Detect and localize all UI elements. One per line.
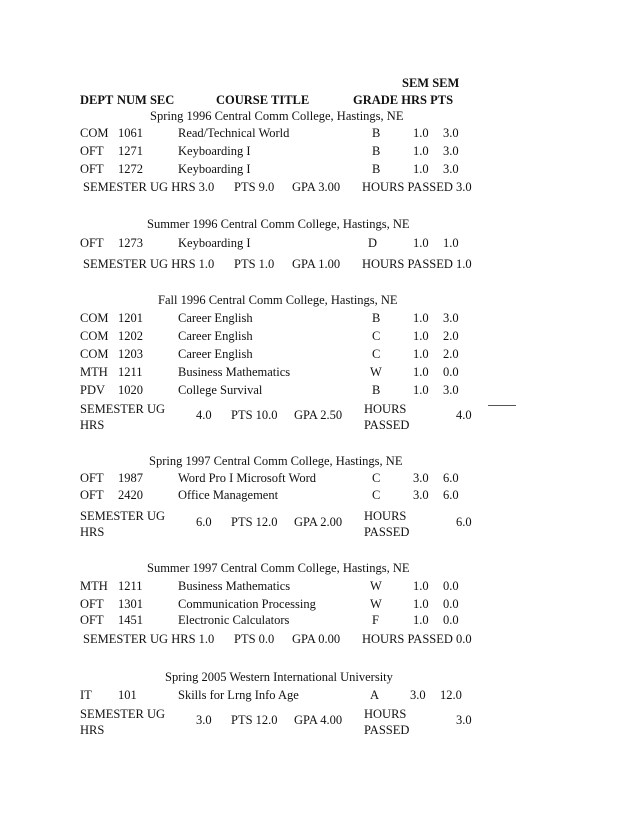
dept-cell: COM <box>80 126 109 140</box>
summary-pts: PTS 10.0 <box>231 408 278 422</box>
hrs-cell: 3.0 <box>410 688 426 702</box>
title-cell: Read/Technical World <box>178 126 290 140</box>
summary-label-line1: SEMESTER UG <box>80 402 166 416</box>
hrs-cell: 1.0 <box>413 144 429 158</box>
summary-ug-hrs: SEMESTER UG HRS 1.0 <box>83 257 215 271</box>
pts-cell: 3.0 <box>443 383 459 397</box>
term-title: Fall 1996 Central Comm College, Hastings, NE <box>158 293 398 307</box>
summary-gpa: GPA 2.00 <box>294 515 343 529</box>
grade-cell: B <box>372 126 381 140</box>
header-num-sec: NUM SEC <box>117 93 175 107</box>
hrs-cell: 1.0 <box>413 126 429 140</box>
hrs-cell: 1.0 <box>413 383 429 397</box>
summary-gpa: GPA 1.00 <box>292 257 341 271</box>
term-title: Spring 2005 Western International University <box>165 670 393 684</box>
summary-label-line1: HOURS <box>364 707 407 721</box>
dept-cell: OFT <box>80 162 104 176</box>
pts-cell: 3.0 <box>443 311 459 325</box>
grade-cell: W <box>370 365 382 379</box>
hrs-cell: 1.0 <box>413 329 429 343</box>
dept-cell: PDV <box>80 383 106 397</box>
summary-ug-hrs-label <box>80 508 165 540</box>
grade-cell: D <box>368 236 378 250</box>
title-cell: Keyboarding I <box>178 144 251 158</box>
summary-hours-passed-label <box>364 401 409 433</box>
num-cell: 1272 <box>118 162 143 176</box>
header-sem-sem: SEM SEM <box>402 76 460 90</box>
summary-hours-passed-value: 4.0 <box>456 408 472 422</box>
stray-rule <box>488 405 516 406</box>
term-title: Spring 1997 Central Comm College, Hastings, NE <box>149 454 403 468</box>
summary-label-line1: HOURS <box>364 402 407 416</box>
title-cell: College Survival <box>178 383 263 397</box>
grade-cell: B <box>372 383 381 397</box>
hrs-cell: 1.0 <box>413 613 429 627</box>
num-cell: 1202 <box>118 329 143 343</box>
summary-gpa: GPA 2.50 <box>294 408 343 422</box>
summary-hours-passed-label <box>364 508 409 540</box>
grade-cell: B <box>372 144 381 158</box>
grade-cell: C <box>372 329 381 343</box>
grade-cell: W <box>370 597 382 611</box>
summary-hours-passed-value: 6.0 <box>456 515 472 529</box>
title-cell: Communication Processing <box>178 597 316 611</box>
pts-cell: 3.0 <box>443 144 459 158</box>
summary-pts: PTS 9.0 <box>234 180 275 194</box>
summary-label-line2: PASSED <box>364 525 410 539</box>
summary-label-line2: HRS <box>80 723 105 737</box>
hrs-cell: 3.0 <box>413 488 429 502</box>
header-grade-hrs-pts: GRADE HRS PTS <box>353 93 454 107</box>
pts-cell: 0.0 <box>443 579 459 593</box>
summary-pts: PTS 12.0 <box>231 713 278 727</box>
dept-cell: OFT <box>80 236 104 250</box>
summary-hours-passed: HOURS PASSED 3.0 <box>362 180 472 194</box>
grade-cell: W <box>370 579 382 593</box>
dept-cell: OFT <box>80 471 104 485</box>
grade-cell: F <box>372 613 379 627</box>
pts-cell: 3.0 <box>443 162 459 176</box>
num-cell: 1271 <box>118 144 143 158</box>
num-cell: 1203 <box>118 347 143 361</box>
summary-hours-passed: HOURS PASSED 1.0 <box>362 257 472 271</box>
num-cell: 1451 <box>118 613 143 627</box>
num-cell: 1211 <box>118 365 143 379</box>
hrs-cell: 1.0 <box>413 597 429 611</box>
summary-label-line2: HRS <box>80 525 105 539</box>
num-cell: 1201 <box>118 311 143 325</box>
hrs-cell: 1.0 <box>413 579 429 593</box>
dept-cell: OFT <box>80 597 104 611</box>
pts-cell: 0.0 <box>443 597 459 611</box>
title-cell: Keyboarding I <box>178 162 251 176</box>
title-cell: Career English <box>178 311 253 325</box>
dept-cell: OFT <box>80 144 104 158</box>
title-cell: Skills for Lrng Info Age <box>178 688 299 702</box>
num-cell: 1061 <box>118 126 143 140</box>
summary-ug-hrs-label <box>80 401 165 433</box>
title-cell: Electronic Calculators <box>178 613 290 627</box>
title-cell: Word Pro I Microsoft Word <box>178 471 317 485</box>
summary-label-line2: PASSED <box>364 723 410 737</box>
pts-cell: 0.0 <box>443 365 459 379</box>
summary-ug-hrs-value: 6.0 <box>196 515 212 529</box>
dept-cell: MTH <box>80 579 108 593</box>
summary-ug-hrs-label <box>80 706 165 738</box>
hrs-cell: 3.0 <box>413 471 429 485</box>
num-cell: 1211 <box>118 579 143 593</box>
title-cell: Career English <box>178 347 253 361</box>
title-cell: Keyboarding I <box>178 236 251 250</box>
dept-cell: IT <box>80 688 92 702</box>
summary-label-line1: SEMESTER UG <box>80 707 166 721</box>
header-course-title: COURSE TITLE <box>216 93 310 107</box>
dept-cell: OFT <box>80 488 104 502</box>
pts-cell: 2.0 <box>443 329 459 343</box>
hrs-cell: 1.0 <box>413 162 429 176</box>
pts-cell: 2.0 <box>443 347 459 361</box>
summary-ug-hrs: SEMESTER UG HRS 1.0 <box>83 632 215 646</box>
title-cell: Business Mathematics <box>178 365 291 379</box>
summary-hours-passed: HOURS PASSED 0.0 <box>362 632 472 646</box>
dept-cell: COM <box>80 311 109 325</box>
num-cell: 1273 <box>118 236 143 250</box>
pts-cell: 1.0 <box>443 236 459 250</box>
term-title: Summer 1997 Central Comm College, Hastings, NE <box>147 561 410 575</box>
pts-cell: 12.0 <box>440 688 462 702</box>
summary-ug-hrs: SEMESTER UG HRS 3.0 <box>83 180 215 194</box>
pts-cell: 6.0 <box>443 471 459 485</box>
hrs-cell: 1.0 <box>413 236 429 250</box>
num-cell: 1020 <box>118 383 143 397</box>
title-cell: Office Management <box>178 488 279 502</box>
dept-cell: MTH <box>80 365 108 379</box>
hrs-cell: 1.0 <box>413 311 429 325</box>
grade-cell: C <box>372 471 381 485</box>
hrs-cell: 1.0 <box>413 365 429 379</box>
grade-cell: B <box>372 162 381 176</box>
dept-cell: COM <box>80 329 109 343</box>
pts-cell: 6.0 <box>443 488 459 502</box>
summary-ug-hrs-value: 3.0 <box>196 713 212 727</box>
pts-cell: 3.0 <box>443 126 459 140</box>
summary-hours-passed-label <box>364 706 409 738</box>
title-cell: Career English <box>178 329 253 343</box>
summary-gpa: GPA 0.00 <box>292 632 341 646</box>
num-cell: 101 <box>118 688 137 702</box>
hrs-cell: 1.0 <box>413 347 429 361</box>
summary-ug-hrs-value: 4.0 <box>196 408 212 422</box>
summary-label-line2: HRS <box>80 418 105 432</box>
pts-cell: 0.0 <box>443 613 459 627</box>
term-title: Summer 1996 Central Comm College, Hastings, NE <box>147 217 410 231</box>
header-dept: DEPT <box>80 93 114 107</box>
grade-cell: A <box>370 688 380 702</box>
title-cell: Business Mathematics <box>178 579 291 593</box>
num-cell: 1987 <box>118 471 143 485</box>
num-cell: 1301 <box>118 597 143 611</box>
dept-cell: COM <box>80 347 109 361</box>
summary-label-line2: PASSED <box>364 418 410 432</box>
grade-cell: C <box>372 347 381 361</box>
summary-label-line1: HOURS <box>364 509 407 523</box>
summary-gpa: GPA 4.00 <box>294 713 343 727</box>
grade-cell: C <box>372 488 381 502</box>
grade-cell: B <box>372 311 381 325</box>
dept-cell: OFT <box>80 613 104 627</box>
term-title: Spring 1996 Central Comm College, Hastings, NE <box>150 109 404 123</box>
num-cell: 2420 <box>118 488 143 502</box>
summary-hours-passed-value: 3.0 <box>456 713 472 727</box>
summary-gpa: GPA 3.00 <box>292 180 341 194</box>
summary-pts: PTS 12.0 <box>231 515 278 529</box>
summary-label-line1: SEMESTER UG <box>80 509 166 523</box>
summary-pts: PTS 1.0 <box>234 257 275 271</box>
summary-pts: PTS 0.0 <box>234 632 275 646</box>
